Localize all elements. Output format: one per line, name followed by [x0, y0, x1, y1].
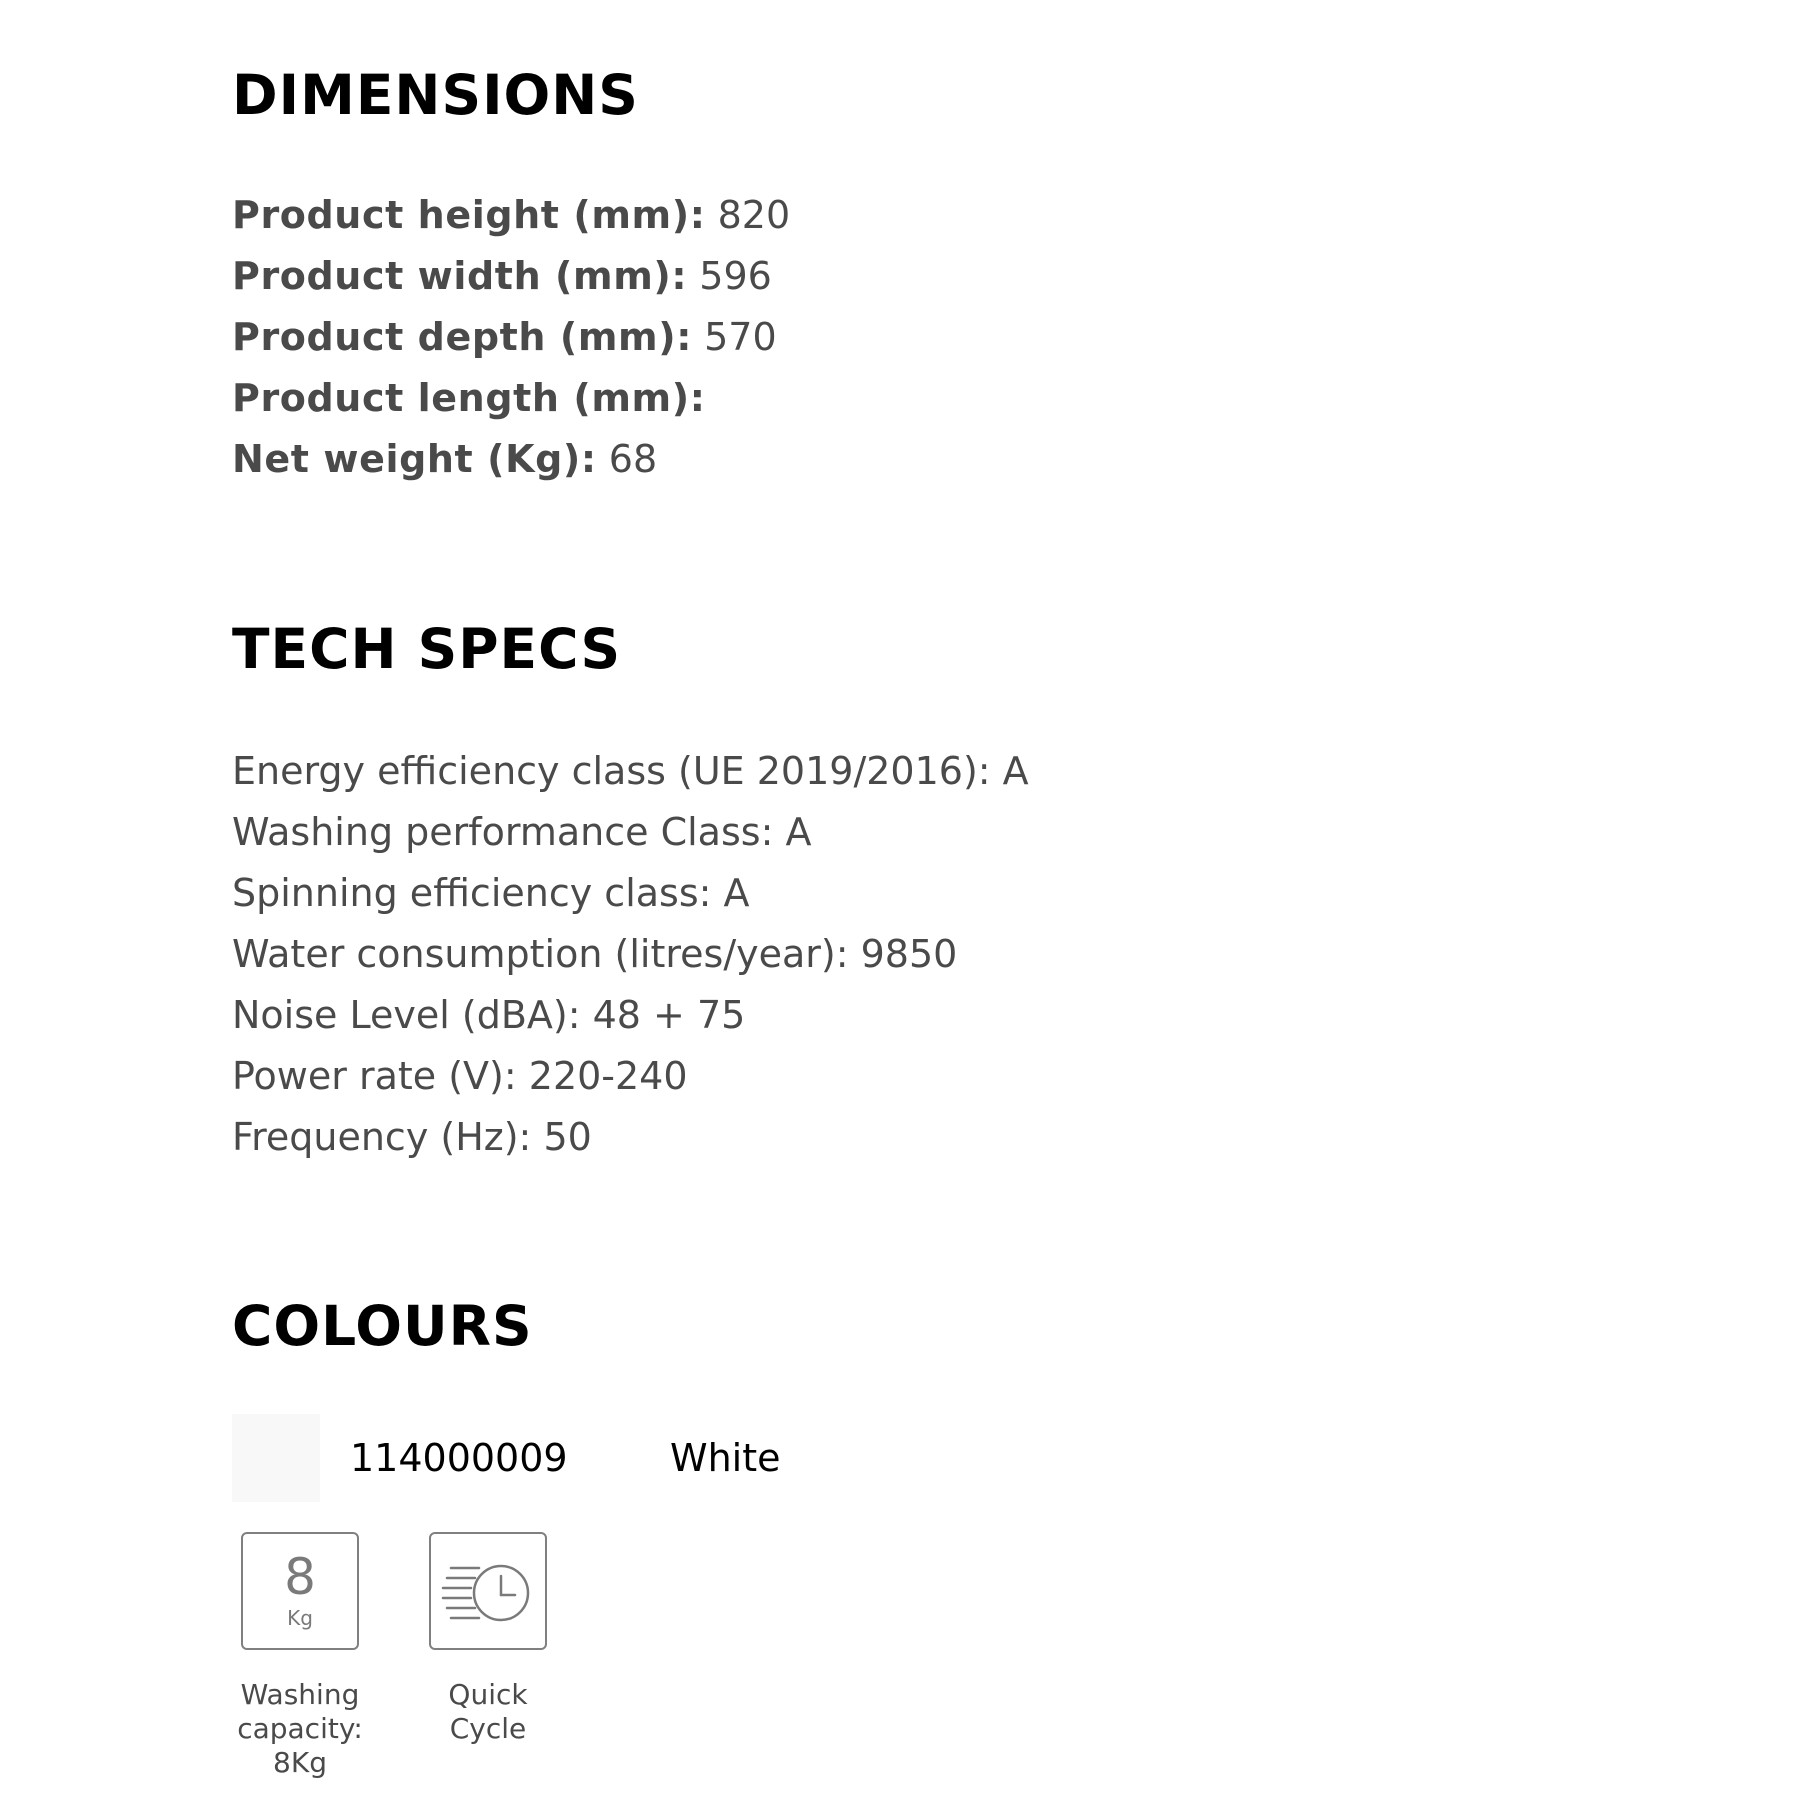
colour-code: 114000009 — [350, 1436, 568, 1480]
quick-cycle-icon — [429, 1532, 547, 1650]
feature-washing-capacity — [220, 1532, 380, 1780]
colour-option — [232, 1414, 781, 1502]
dimension-product-width — [232, 246, 790, 307]
capacity-number: 8 — [284, 1548, 316, 1606]
clock-speed-icon — [441, 1554, 537, 1630]
spec-label: Net weight (Kg): — [232, 437, 597, 481]
tech-spec-washing-class: Washing performance Class: A — [232, 810, 812, 854]
feature-label: Washing capacity: 8Kg — [237, 1678, 363, 1779]
tech-specs-title: TECH SPECS — [232, 617, 622, 681]
spec-label: Product height (mm): — [232, 193, 706, 237]
colour-name: White — [670, 1436, 781, 1480]
dimensions-title: DIMENSIONS — [232, 63, 639, 127]
tech-specs-list — [232, 741, 1029, 1168]
dimension-product-height — [232, 185, 790, 246]
dimension-product-length — [232, 368, 790, 429]
washing-capacity-icon — [241, 1532, 359, 1650]
spec-value: 820 — [717, 193, 791, 237]
spec-value: 596 — [699, 254, 772, 298]
capacity-unit: Kg — [287, 1606, 313, 1630]
tech-spec-water-consumption: Water consumption (litres/year): 9850 — [232, 932, 958, 976]
spec-value: 68 — [608, 437, 658, 481]
feature-quick-cycle — [408, 1532, 568, 1746]
colours-title: COLOURS — [232, 1294, 533, 1358]
tech-spec-noise-level: Noise Level (dBA): 48 + 75 — [232, 993, 746, 1037]
spec-label: Product depth (mm): — [232, 315, 693, 359]
spec-label: Product width (mm): — [232, 254, 688, 298]
colour-swatch — [232, 1414, 320, 1502]
dimension-net-weight — [232, 429, 790, 490]
tech-spec-frequency: Frequency (Hz): 50 — [232, 1115, 592, 1159]
tech-spec-energy-class: Energy efficiency class (UE 2019/2016): A — [232, 749, 1029, 793]
spec-label: Product length (mm): — [232, 376, 706, 420]
dimension-product-depth — [232, 307, 790, 368]
spec-value: 570 — [704, 315, 777, 359]
feature-label: Quick Cycle — [448, 1678, 528, 1745]
dimensions-list — [232, 185, 790, 490]
tech-spec-power-rate: Power rate (V): 220-240 — [232, 1054, 688, 1098]
tech-spec-spinning-class: Spinning efficiency class: A — [232, 871, 750, 915]
